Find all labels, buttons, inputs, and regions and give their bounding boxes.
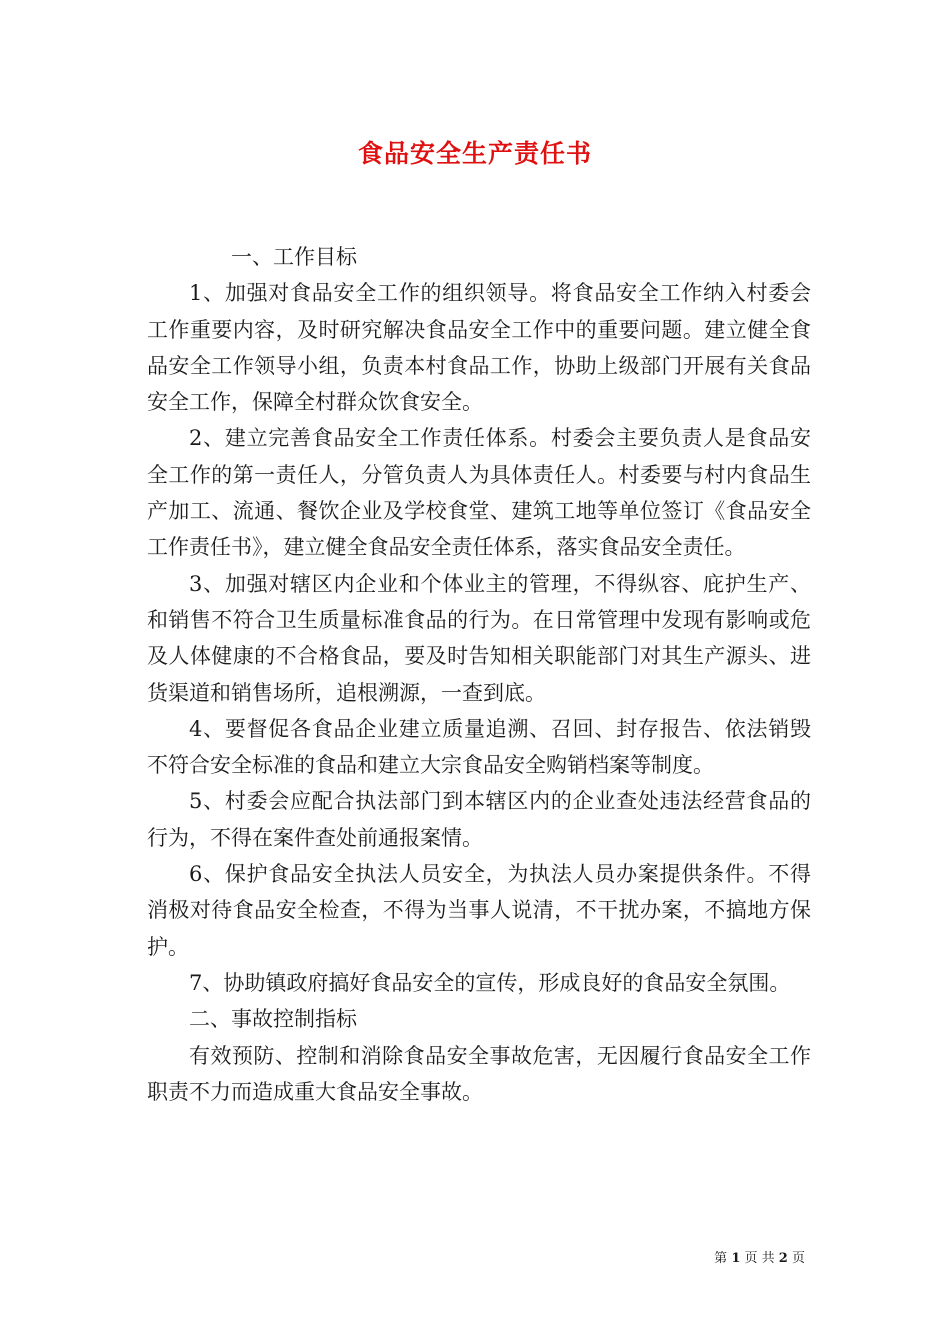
- paragraph-item-1: 1、加强对食品安全工作的组织领导。将食品安全工作纳入村委会工作重要内容，及时研究解决食品安全工作中的重要问题。建立健全食品安全工作领导小组，负责本村食品工作，协助上级部门开展有关食品安全工作，保障全村群众饮食安全。: [147, 281, 811, 415]
- paragraph-item-2: 2、建立完善食品安全工作责任体系。村委会主要负责人是食品安全工作的第一责任人，分管负责人为具体责任人。村委要与村内食品生产加工、流通、餐饮企业及学校食堂、建筑工地等单位签订《食品安全工作责任书》，建立健全食品安全责任体系，落实食品安全责任。: [147, 426, 811, 560]
- document-body: [147, 239, 811, 1110]
- section-heading-work-goals: 一、工作目标: [231, 245, 357, 269]
- paragraph-item-6: 6、保护食品安全执法人员安全，为执法人员办案提供条件。不得消极对待食品安全检查，不得为当事人说清，不干扰办案，不搞地方保护。: [147, 862, 811, 959]
- paragraph-item-7: 7、协助镇政府搞好食品安全的宣传，形成良好的食品安全氛围。: [189, 970, 791, 995]
- footer-suffix: 页: [791, 1251, 805, 1266]
- paragraph-item-3: 3、加强对辖区内企业和个体业主的管理，不得纵容、庇护生产、和销售不符合卫生质量标准食品的行为。在日常管理中发现有影响或危及人体健康的不合格食品，要及时告知相关职能部门对其生产源头、进货渠道和销售场所，追根溯源，一查到底。: [147, 571, 811, 705]
- footer-prefix: 第: [714, 1251, 728, 1266]
- footer-total-pages: 2: [778, 1251, 788, 1266]
- paragraph-item-5: 5、村委会应配合执法部门到本辖区内的企业查处违法经营食品的行为，不得在案件查处前通报案情。: [147, 789, 811, 850]
- document-title: 食品安全生产责任书: [357, 139, 592, 168]
- paragraph-item-4: 4、要督促各食品企业建立质量追溯、召回、封存报告、依法销毁不符合安全标准的食品和建立大宗食品安全购销档案等制度。: [147, 716, 811, 778]
- section-heading-accident-control: 二、事故控制指标: [189, 1007, 357, 1032]
- paragraph-accident-control: 有效预防、控制和消除食品安全事故危害，无因履行食品安全工作职责不力而造成重大食品安全事故。: [147, 1043, 811, 1104]
- page-number-footer: [714, 1247, 805, 1266]
- footer-middle: 页 共: [744, 1251, 775, 1266]
- footer-current-page: 1: [731, 1251, 741, 1266]
